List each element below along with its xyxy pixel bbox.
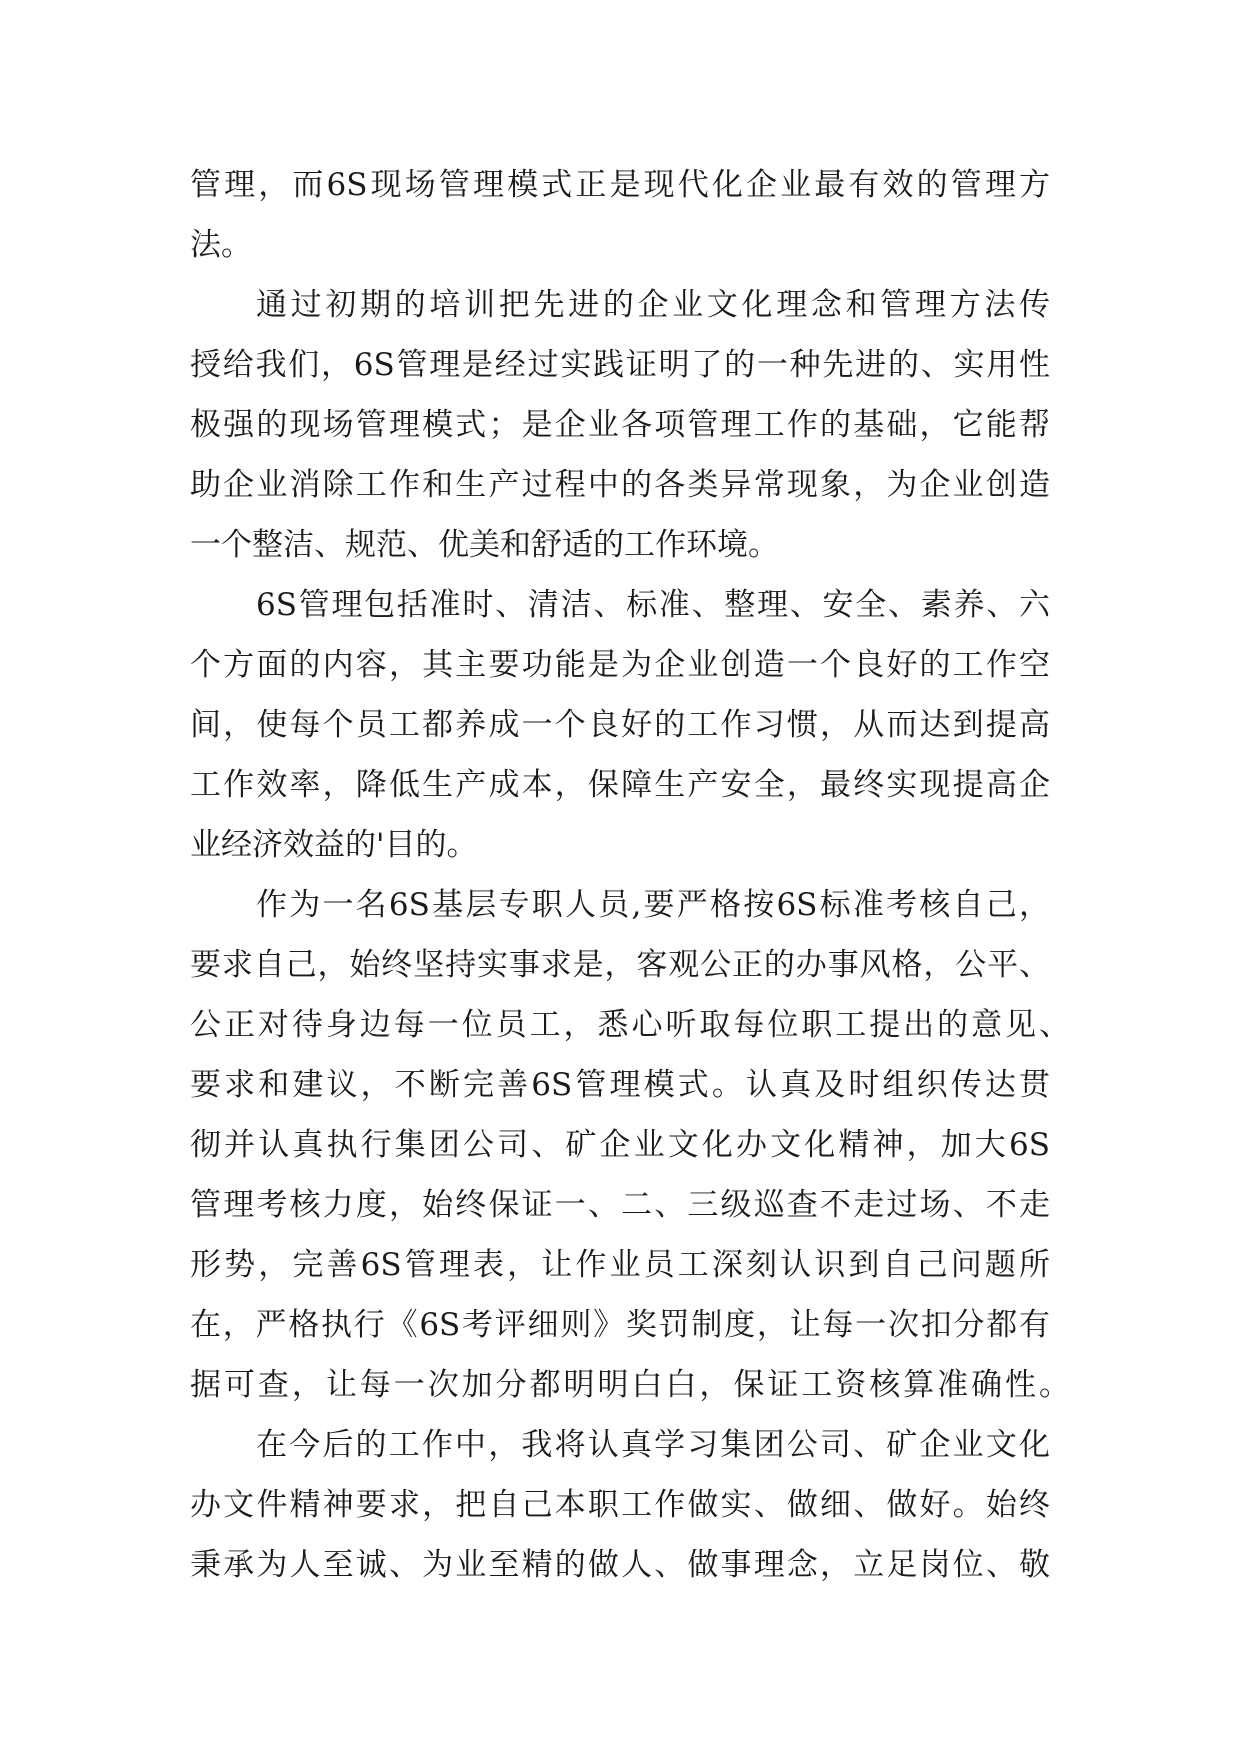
- text-line: 要求自己，始终坚持实事求是，客观公正的办事风格，公平、: [190, 947, 1050, 983]
- text-line: 6S管理包括准时、清洁、标准、整理、安全、素养、六: [256, 587, 1050, 623]
- text-line: 在，严格执行《6S考评细则》奖罚制度，让每一次扣分都有: [190, 1307, 1050, 1343]
- text-line: 极强的现场管理模式；是企业各项管理工作的基础，它能帮: [190, 407, 1050, 443]
- text-line: 工作效率，降低生产成本，保障生产安全，最终实现提高企: [190, 767, 1050, 803]
- text-line: 办文件精神要求，把自己本职工作做实、做细、做好。始终: [190, 1487, 1050, 1523]
- paragraph: [190, 275, 1050, 575]
- paragraph: [190, 155, 1050, 275]
- text-line: 授给我们，6S管理是经过实践证明了的一种先进的、实用性: [190, 347, 1050, 383]
- text-line: 形势，完善6S管理表，让作业员工深刻认识到自己问题所: [190, 1247, 1050, 1283]
- text-line: 秉承为人至诚、为业至精的做人、做事理念，立足岗位、敬: [190, 1547, 1050, 1583]
- document-body: [190, 155, 1070, 1595]
- text-line: 公正对待身边每一位员工，悉心听取每位职工提出的意见、: [190, 1007, 1070, 1043]
- paragraph: [190, 575, 1050, 875]
- text-line: 业经济效益的'目的。: [190, 827, 478, 863]
- text-line: 一个整洁、规范、优美和舒适的工作环境。: [190, 527, 779, 563]
- text-line: 个方面的内容，其主要功能是为企业创造一个良好的工作空: [190, 647, 1050, 683]
- text-line: 管理考核力度，始终保证一、二、三级巡查不走过场、不走: [190, 1187, 1050, 1223]
- text-line: 作为一名6S基层专职人员,要严格按6S标准考核自己，: [256, 887, 1050, 923]
- text-line: 通过初期的培训把先进的企业文化理念和管理方法传: [256, 287, 1050, 323]
- text-line: 管理，而6S现场管理模式正是现代化企业最有效的管理方: [190, 167, 1050, 203]
- text-line: 要求和建议，不断完善6S管理模式。认真及时组织传达贯: [190, 1067, 1050, 1103]
- text-line: 助企业消除工作和生产过程中的各类异常现象，为企业创造: [190, 467, 1050, 503]
- text-line: 间，使每个员工都养成一个良好的工作习惯，从而达到提高: [190, 707, 1050, 743]
- text-line: 法。: [190, 227, 252, 263]
- paragraph: [190, 875, 1070, 1415]
- text-line: 彻并认真执行集团公司、矿企业文化办文化精神，加大6S: [190, 1127, 1050, 1163]
- text-line: 据可查，让每一次加分都明明白白，保证工资核算准确性。: [190, 1367, 1070, 1403]
- paragraph: [190, 1415, 1050, 1595]
- text-line: 在今后的工作中，我将认真学习集团公司、矿企业文化: [256, 1427, 1050, 1463]
